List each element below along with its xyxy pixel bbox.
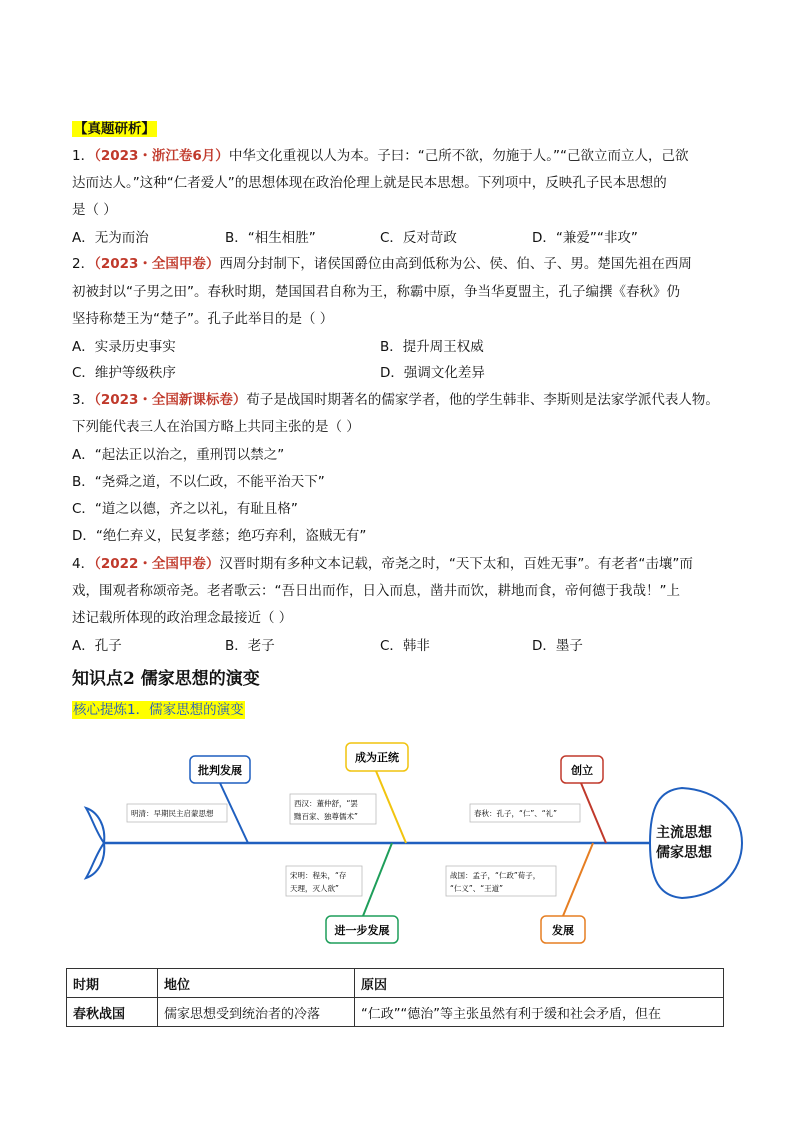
q4-line-2: 戏，围观者称颂帝尧。老者歌云：“吾日出而作，日入而息，凿井而饮，耕地而食，帝何德于我哉！”上 bbox=[72, 583, 680, 599]
table-header-status: 地位 bbox=[158, 969, 355, 998]
q1-source: （2023・浙江卷6月） bbox=[94, 148, 229, 164]
fish-head-text-1: 主流思想 bbox=[656, 825, 712, 841]
table-cell-status: 儒家思想受到统治者的冷落 bbox=[158, 998, 355, 1027]
q4-option-c[interactable]: C．韩非 bbox=[380, 638, 430, 654]
label-jinyibu: 进一步发展 bbox=[334, 924, 390, 937]
branch-jinyibu bbox=[363, 843, 392, 916]
label-zhengtong: 成为正统 bbox=[355, 751, 399, 764]
note-chunqiu: 春秋：孔子，“仁”、“礼” bbox=[474, 809, 558, 818]
q4-line-3: 述记载所体现的政治理念最接近（ ） bbox=[72, 610, 293, 626]
table-row bbox=[67, 998, 724, 1027]
core-summary-label: 核心提炼1．儒家思想的演变 bbox=[73, 702, 244, 718]
note-mingqing: 明清：早期民主启蒙思想 bbox=[131, 809, 214, 818]
note-zhanguo-1: 战国：孟子，“仁政”荀子， bbox=[450, 871, 541, 880]
table-header-reason: 原因 bbox=[355, 969, 724, 998]
note-xihan-2: 黜百家、独尊儒术” bbox=[294, 812, 358, 821]
fish-head-text-2: 儒家思想 bbox=[656, 845, 712, 861]
q2-line-1: 2．（2023・全国甲卷）西周分封制下，诸侯国爵位由高到低称为公、侯、伯、子、男。楚国先祖在西周 bbox=[72, 256, 692, 272]
q2-option-b[interactable]: B．提升周王权威 bbox=[380, 339, 484, 355]
q1-option-b[interactable]: B．“相生相胜” bbox=[225, 230, 316, 246]
q1-line-2: 达而达人。”这种“仁者爱人”的思想体现在政治伦理上就是民本思想。下列项中，反映孔子民本思想的 bbox=[72, 175, 667, 191]
q4-option-a[interactable]: A．孔子 bbox=[72, 638, 122, 654]
table-header-row bbox=[67, 969, 724, 998]
label-pipan: 批判发展 bbox=[198, 764, 242, 777]
q3-option-c[interactable]: C．“道之以德，齐之以礼，有耻且格” bbox=[72, 501, 298, 517]
branch-chuangli bbox=[581, 783, 606, 843]
note-songming-2: 天理，灭人欲” bbox=[290, 884, 339, 893]
note-zhanguo-2: “仁义”、“王道” bbox=[450, 884, 504, 893]
q1-option-a[interactable]: A．无为而治 bbox=[72, 230, 149, 246]
q1-option-d[interactable]: D．“兼爱”“非攻” bbox=[532, 230, 638, 246]
q2-line-3: 坚持称楚王为“楚子”。孔子此举目的是（ ） bbox=[72, 311, 334, 327]
q3-line-2: 下列能代表三人在治国方略上共同主张的是（ ） bbox=[72, 419, 360, 435]
table-header-period: 时期 bbox=[67, 969, 158, 998]
branch-zhengtong bbox=[376, 771, 406, 843]
q2-line-2: 初被封以“子男之田”。春秋时期，楚国国君自称为王，称霸中原，争当华夏盟主，孔子编撰《春秋》仍 bbox=[72, 284, 680, 300]
fish-tail-icon bbox=[86, 808, 104, 878]
table-cell-reason: “仁政”“德治”等主张虽然有利于缓和社会矛盾，但在 bbox=[355, 998, 724, 1027]
q4-source: （2022・全国甲卷） bbox=[94, 556, 220, 572]
q1-line-1: 1．（2023・浙江卷6月）中华文化重视以人为本。子曰：“己所不欲，勿施于人。”“己欲立而立人，己欲 bbox=[72, 148, 689, 164]
q3-option-b[interactable]: B．“尧舜之道，不以仁政，不能平治天下” bbox=[72, 474, 325, 490]
q4-option-d[interactable]: D．墨子 bbox=[532, 638, 583, 654]
q2-source: （2023・全国甲卷） bbox=[94, 256, 220, 272]
q4-line-1: 4．（2022・全国甲卷）汉晋时期有多种文本记载，帝尧之时，“天下太和，百姓无事”。有老者“击壤”而 bbox=[72, 556, 693, 572]
q1-option-c[interactable]: C．反对苛政 bbox=[380, 230, 457, 246]
q2-option-a[interactable]: A．实录历史事实 bbox=[72, 339, 176, 355]
q3-line-1: 3．（2023・全国新课标卷）荀子是战国时期著名的儒家学者，他的学生韩非、李斯则是法家学派代表人物。 bbox=[72, 392, 719, 408]
section-label: 【真题研析】 bbox=[74, 121, 155, 137]
evolution-table bbox=[66, 968, 724, 1027]
fish-head-shape bbox=[650, 788, 742, 898]
q3-option-d[interactable]: D．“绝仁弃义，民复孝慈；绝巧弃利，盗贼无有” bbox=[72, 528, 367, 544]
knowledge-point-title: 知识点2 儒家思想的演变 bbox=[72, 669, 260, 689]
note-xihan-1: 西汉：董仲舒，“罢 bbox=[294, 799, 358, 808]
q1-line-3: 是（ ） bbox=[72, 202, 117, 218]
q3-source: （2023・全国新课标卷） bbox=[94, 392, 247, 408]
branch-fazhan bbox=[563, 843, 593, 916]
q2-option-c[interactable]: C．维护等级秩序 bbox=[72, 365, 176, 381]
note-songming-1: 宋明：程朱，“存 bbox=[290, 871, 347, 880]
q2-option-d[interactable]: D．强调文化差异 bbox=[380, 365, 485, 381]
q3-option-a[interactable]: A．“起法正以治之，重刑罚以禁之” bbox=[72, 447, 285, 463]
table-cell-period: 春秋战国 bbox=[67, 998, 158, 1027]
label-chuangli: 创立 bbox=[571, 764, 593, 777]
q4-option-b[interactable]: B．老子 bbox=[225, 638, 275, 654]
label-fazhan: 发展 bbox=[552, 924, 574, 937]
